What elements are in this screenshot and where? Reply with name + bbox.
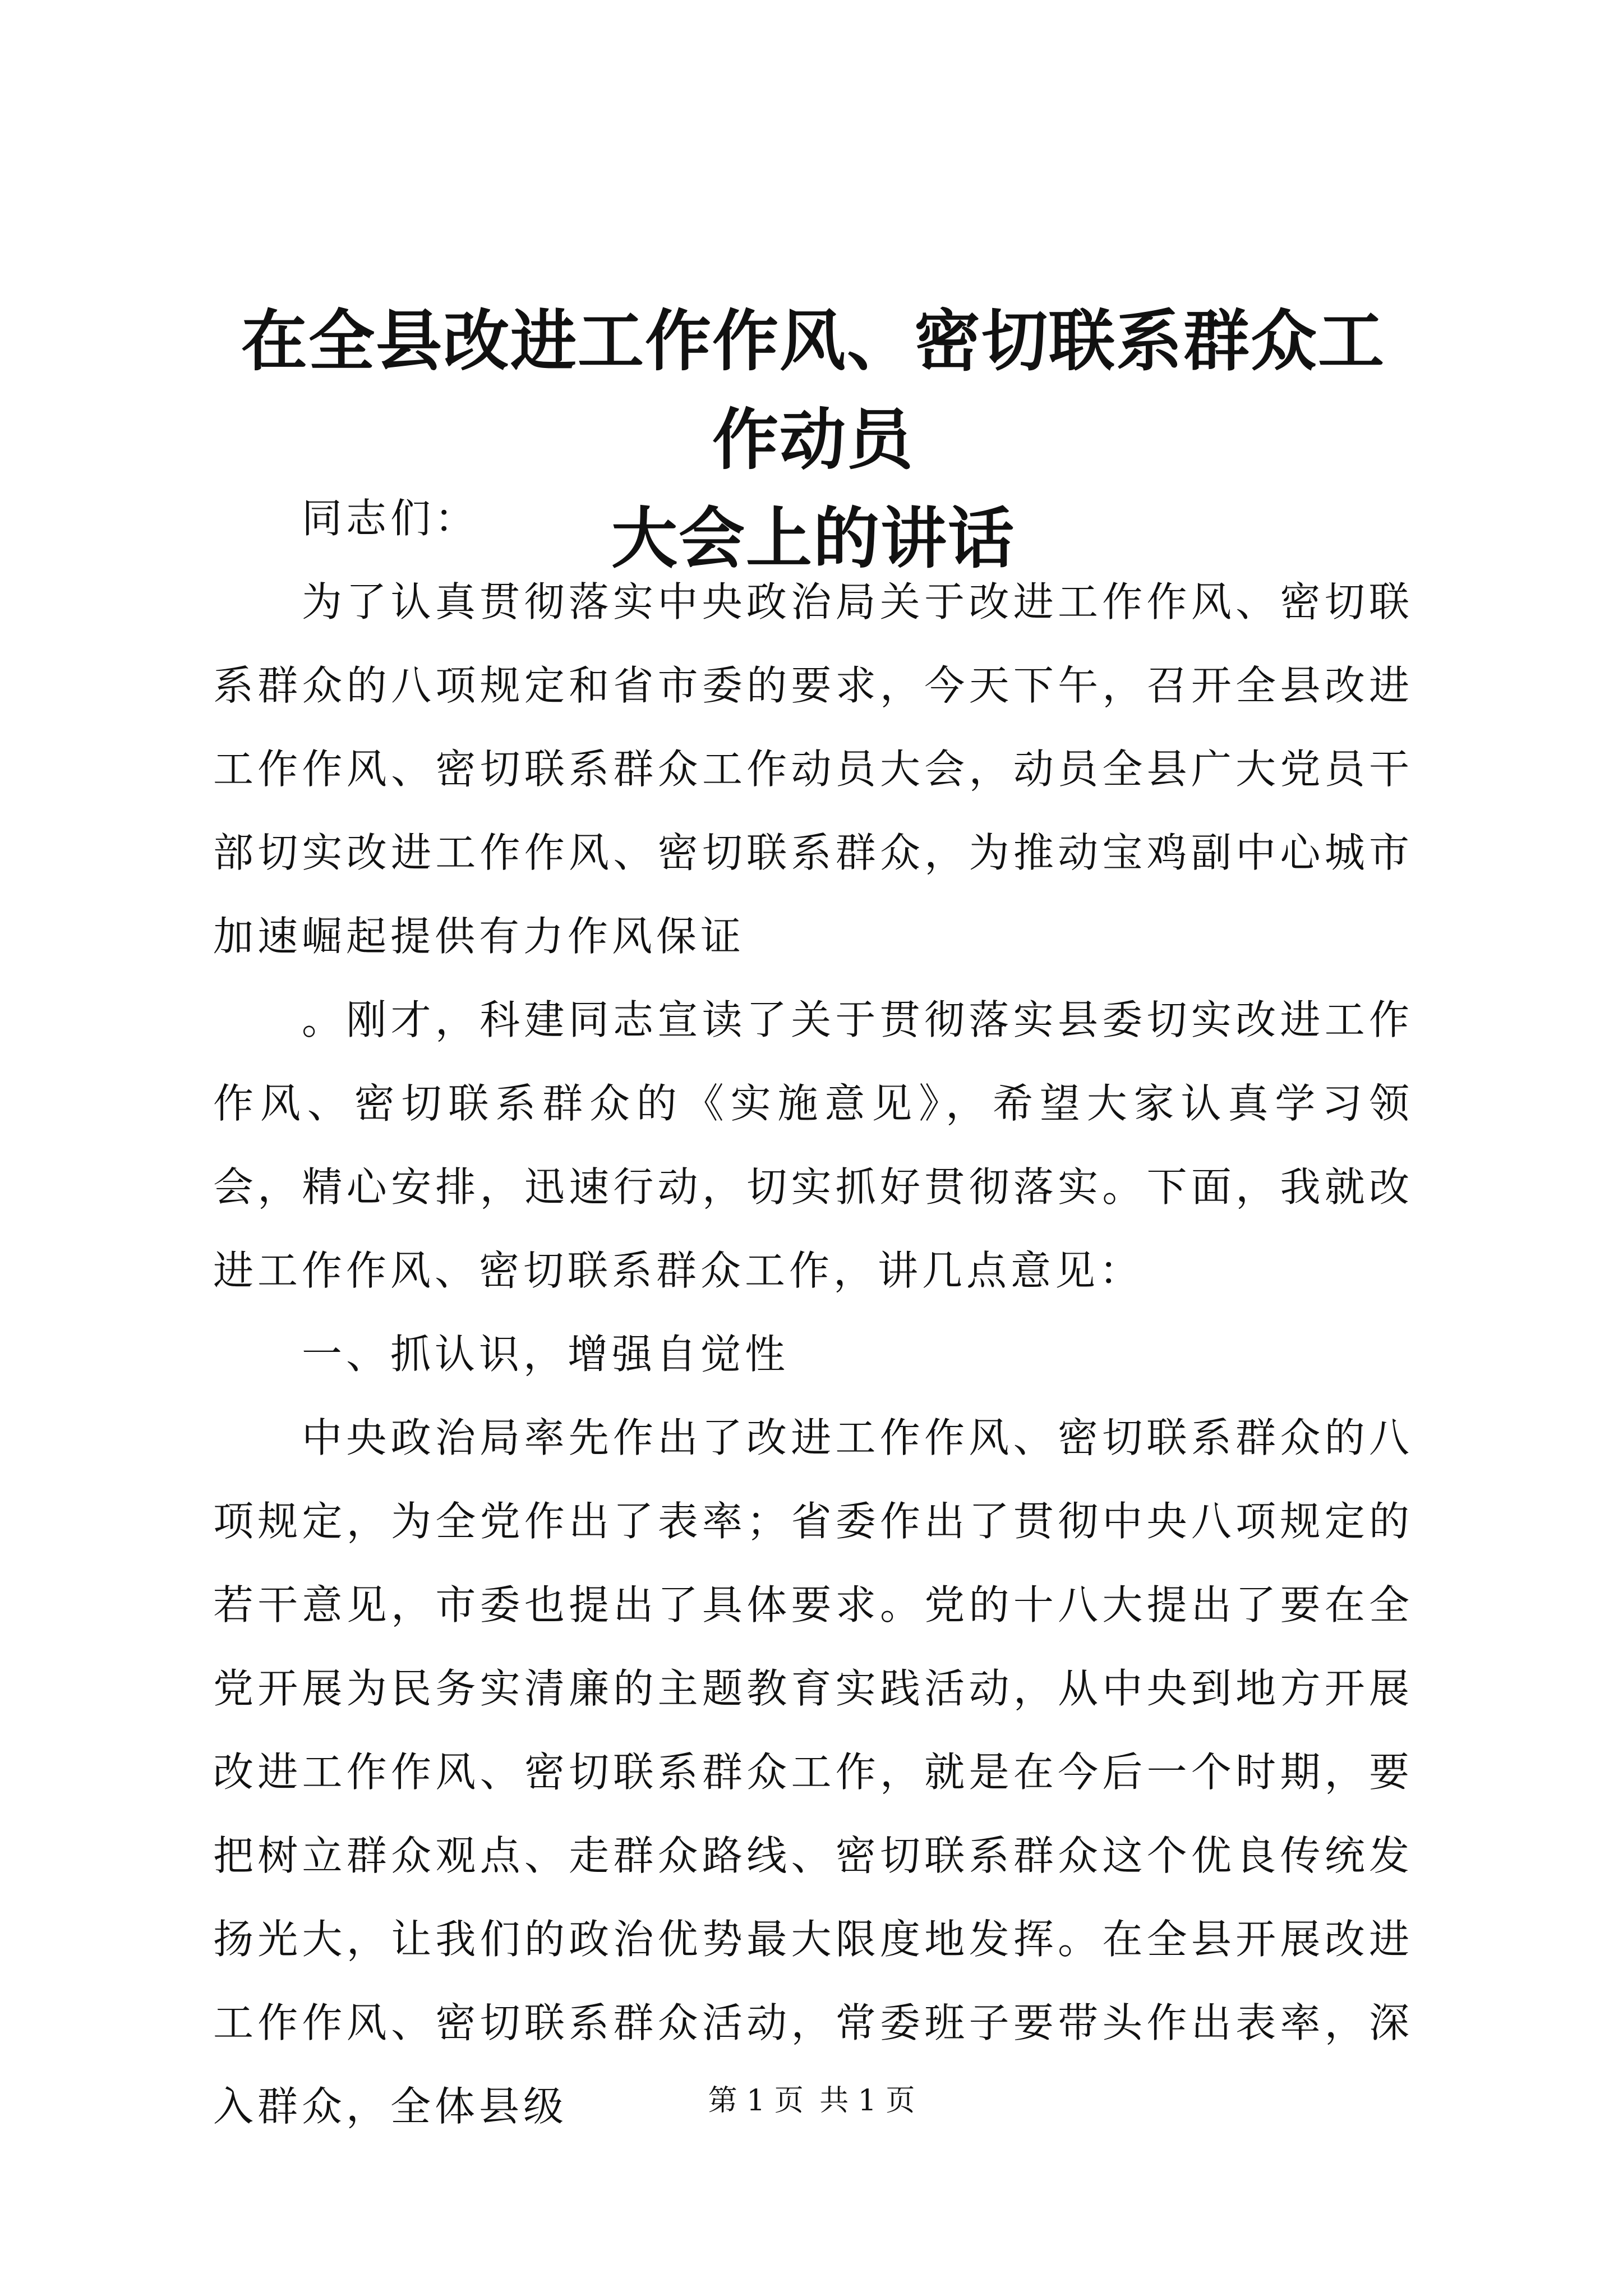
salutation-paragraph: 同志们： bbox=[302, 495, 479, 542]
title-line-1: 在全县改进工作作风、密切联系群众工作动员 bbox=[241, 302, 1385, 478]
page-number: 第 1 页 bbox=[708, 2084, 804, 2118]
title-line-2: 大会上的讲话 bbox=[611, 499, 1015, 577]
document-body bbox=[213, 477, 1413, 2148]
body-paragraph: 为了认真贯彻落实中央政治局关于改进工作作风、密切联系群众的八项规定和省市委的要求，今天下午，召开全县改进工作作风、密切联系群众工作动员大会，动员全县广大党员干部切实改进工作作风、密切联系群众，为推动宝鸡副中心城市加速崛起提供有力作风保证 bbox=[213, 578, 1413, 960]
section-heading: 一、抓认识，增强自觉性 bbox=[302, 1331, 790, 1378]
page-total: 共 1 页 bbox=[819, 2084, 915, 2118]
body-paragraph: 中央政治局率先作出了改进工作作风、密切联系群众的八项规定，为全党作出了表率；省委作出了贯彻中央八项规定的若干意见，市委也提出了具体要求。党的十八大提出了要在全党开展为民务实清廉的主题教育实践活动，从中央到地方开展改进工作作风、密切联系群众工作，就是在今后一个时期，要把树立群众观点、走群众路线、密切联系群众这个优良传统发扬光大，让我们的政治优势最大限度地发挥。在全县开展改进工作作风、密切联系群众活动，常委班子要带头作出表率，深入群众，全体县级 bbox=[213, 1414, 1413, 2130]
body-paragraph: 。刚才，科建同志宣读了关于贯彻落实县委切实改进工作作风、密切联系群众的《实施意见》，希望大家认真学习领会，精心安排，迅速行动，切实抓好贯彻落实。下面，我就改进工作作风、密切联系群众工作，讲几点意见： bbox=[213, 996, 1413, 1294]
page-footer bbox=[0, 2081, 1623, 2120]
